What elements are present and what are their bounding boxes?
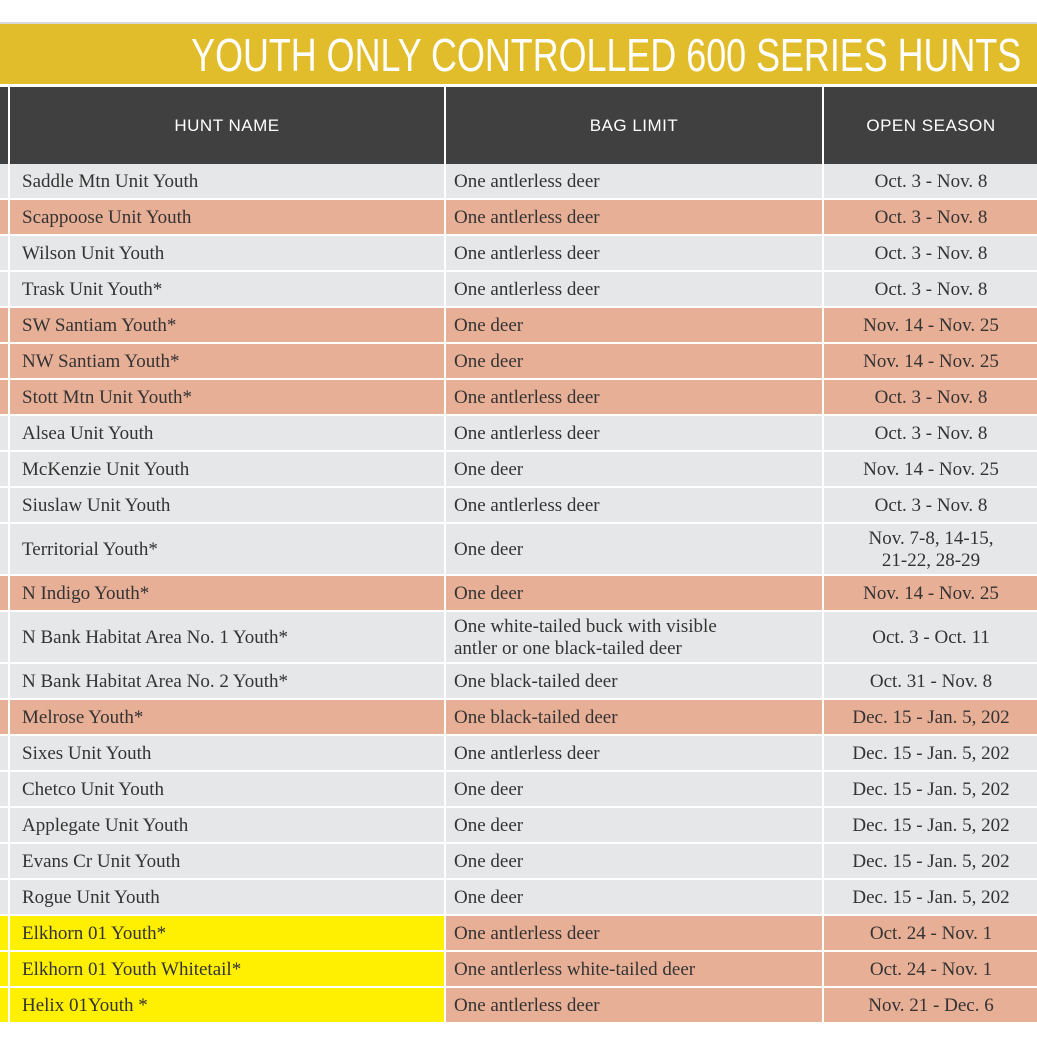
- open-season-cell: Oct. 3 - Oct. 11: [824, 612, 1037, 664]
- open-season-cell: Oct. 3 - Nov. 8: [824, 488, 1037, 524]
- table-row: [0, 576, 1037, 612]
- hunt-name-cell: Stott Mtn Unit Youth*: [10, 380, 444, 416]
- open-season-cell: Oct. 3 - Nov. 8: [824, 164, 1037, 200]
- hunt-name-cell: Rogue Unit Youth: [10, 880, 444, 916]
- open-season-cell: Oct. 31 - Nov. 8: [824, 664, 1037, 700]
- open-season-cell: Dec. 15 - Jan. 5, 202: [824, 736, 1037, 772]
- hunt-name-cell: N Indigo Youth*: [10, 576, 444, 612]
- table-row: [0, 416, 1037, 452]
- open-season-cell: Nov. 14 - Nov. 25: [824, 344, 1037, 380]
- open-season-cell: Dec. 15 - Jan. 5, 202: [824, 844, 1037, 880]
- bag-limit-cell: One deer: [446, 844, 822, 880]
- bag-limit-cell: One black-tailed deer: [446, 664, 822, 700]
- header-hunt-name: HUNT NAME: [174, 116, 280, 135]
- bag-limit-cell: One deer: [446, 880, 822, 916]
- bag-limit-cell: One antlerless deer: [446, 164, 822, 200]
- table-row: [0, 612, 1037, 664]
- hunt-name-cell: Elkhorn 01 Youth Whitetail*: [10, 952, 444, 988]
- hunt-name-cell: Helix 01Youth *: [10, 988, 444, 1024]
- bag-limit-cell: [446, 612, 822, 664]
- bag-limit-cell: One antlerless white-tailed deer: [446, 952, 822, 988]
- open-season-cell: Dec. 15 - Jan. 5, 202: [824, 772, 1037, 808]
- table-row: [0, 736, 1037, 772]
- table-row: [0, 808, 1037, 844]
- bag-limit-cell: One deer: [446, 808, 822, 844]
- bag-limit-cell: One deer: [446, 524, 822, 576]
- open-season-cell: Oct. 3 - Nov. 8: [824, 416, 1037, 452]
- table-row: [0, 272, 1037, 308]
- table-row: [0, 880, 1037, 916]
- bag-limit-cell: One antlerless deer: [446, 272, 822, 308]
- open-season-cell: Dec. 15 - Jan. 5, 202: [824, 880, 1037, 916]
- table-row: [0, 344, 1037, 380]
- table-row: [0, 200, 1037, 236]
- table-row: [0, 380, 1037, 416]
- hunt-name-cell: N Bank Habitat Area No. 2 Youth*: [10, 664, 444, 700]
- hunt-name-cell: Evans Cr Unit Youth: [10, 844, 444, 880]
- open-season-cell: Dec. 15 - Jan. 5, 202: [824, 808, 1037, 844]
- bag-limit-cell: One deer: [446, 308, 822, 344]
- table-row: [0, 452, 1037, 488]
- open-season-cell: Oct. 3 - Nov. 8: [824, 380, 1037, 416]
- open-season-cell: Oct. 24 - Nov. 1: [824, 952, 1037, 988]
- table-row: [0, 664, 1037, 700]
- section-title: YOUTH ONLY CONTROLLED 600 SERIES HUNTS: [190, 29, 1021, 81]
- hunt-name-cell: Melrose Youth*: [10, 700, 444, 736]
- table-row: [0, 844, 1037, 880]
- bag-limit-cell: One antlerless deer: [446, 236, 822, 272]
- bag-limit-cell: One deer: [446, 772, 822, 808]
- bag-limit-cell: One antlerless deer: [446, 416, 822, 452]
- bag-limit-cell: One antlerless deer: [446, 380, 822, 416]
- table-row: [0, 952, 1037, 988]
- table-row: [0, 236, 1037, 272]
- bag-limit-cell: One deer: [446, 452, 822, 488]
- bag-limit-line-1: One white-tailed buck with visible: [454, 616, 717, 637]
- table-row: [0, 916, 1037, 952]
- open-season-cell: Nov. 21 - Dec. 6: [824, 988, 1037, 1024]
- table-header: [0, 87, 1037, 164]
- table-row: [0, 700, 1037, 736]
- bag-limit-cell: One antlerless deer: [446, 988, 822, 1024]
- bag-limit-cell: One antlerless deer: [446, 488, 822, 524]
- hunt-name-cell: Sixes Unit Youth: [10, 736, 444, 772]
- open-season-line-1: Nov. 7-8, 14-15,: [868, 528, 994, 549]
- open-season-cell: Nov. 14 - Nov. 25: [824, 452, 1037, 488]
- top-margin: [0, 0, 1037, 22]
- open-season-cell: Oct. 24 - Nov. 1: [824, 916, 1037, 952]
- hunt-name-cell: Saddle Mtn Unit Youth: [10, 164, 444, 200]
- header-bag-limit: BAG LIMIT: [589, 116, 679, 135]
- hunt-name-cell: Scappoose Unit Youth: [10, 200, 444, 236]
- open-season-cell: Dec. 15 - Jan. 5, 202: [824, 700, 1037, 736]
- hunt-name-cell: Siuslaw Unit Youth: [10, 488, 444, 524]
- bag-limit-cell: One antlerless deer: [446, 200, 822, 236]
- hunt-name-cell: Alsea Unit Youth: [10, 416, 444, 452]
- hunt-name-cell: SW Santiam Youth*: [10, 308, 444, 344]
- table-row: [0, 772, 1037, 808]
- hunt-name-cell: Elkhorn 01 Youth*: [10, 916, 444, 952]
- bag-limit-cell: One black-tailed deer: [446, 700, 822, 736]
- bag-limit-cell: One antlerless deer: [446, 916, 822, 952]
- bag-limit-cell: One deer: [446, 344, 822, 380]
- open-season-cell: Oct. 3 - Nov. 8: [824, 272, 1037, 308]
- hunt-name-cell: Territorial Youth*: [10, 524, 444, 576]
- open-season-cell: Oct. 3 - Nov. 8: [824, 200, 1037, 236]
- open-season-cell: Nov. 14 - Nov. 25: [824, 308, 1037, 344]
- table-row: [0, 164, 1037, 200]
- hunts-table: [0, 87, 1037, 1024]
- table-row: [0, 488, 1037, 524]
- hunt-name-cell: NW Santiam Youth*: [10, 344, 444, 380]
- table-row: [0, 308, 1037, 344]
- hunt-name-cell: Trask Unit Youth*: [10, 272, 444, 308]
- open-season-line-2: 21-22, 28-29: [881, 550, 981, 571]
- open-season-cell: [824, 524, 1037, 576]
- hunt-name-cell: McKenzie Unit Youth: [10, 452, 444, 488]
- bag-limit-cell: One antlerless deer: [446, 736, 822, 772]
- hunt-name-cell: Wilson Unit Youth: [10, 236, 444, 272]
- hunt-name-cell: Applegate Unit Youth: [10, 808, 444, 844]
- bag-limit-line-2: antler or one black-tailed deer: [454, 638, 682, 659]
- header-open-season: OPEN SEASON: [866, 116, 996, 135]
- table-row: [0, 524, 1037, 576]
- section-banner: [0, 22, 1037, 84]
- table-row: [0, 988, 1037, 1024]
- bag-limit-cell: One deer: [446, 576, 822, 612]
- open-season-cell: Nov. 14 - Nov. 25: [824, 576, 1037, 612]
- open-season-cell: Oct. 3 - Nov. 8: [824, 236, 1037, 272]
- hunt-name-cell: N Bank Habitat Area No. 1 Youth*: [10, 612, 444, 664]
- hunt-name-cell: Chetco Unit Youth: [10, 772, 444, 808]
